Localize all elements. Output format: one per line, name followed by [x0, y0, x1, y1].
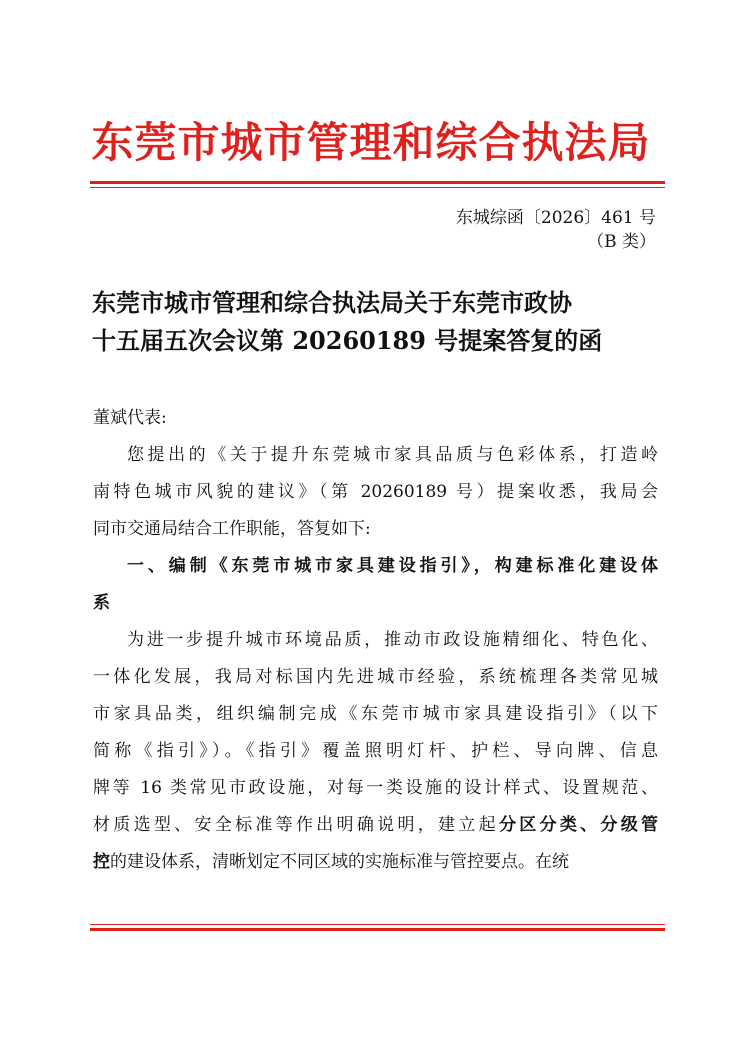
document-number: 东城综函〔2026〕461 号	[455, 208, 656, 228]
text-run: 的建设体系，清晰划定不同区域的实施标准与管控要点。在统	[110, 852, 569, 872]
document-body	[93, 400, 658, 881]
text-line-mixed	[93, 807, 658, 844]
text-line: 系	[93, 593, 110, 613]
salutation: 董斌代表:	[93, 408, 167, 428]
footer-rule-thin	[90, 924, 665, 925]
text-line: 为进一步提升城市环境品质，推动市政设施精细化、特色化、	[127, 630, 658, 650]
paragraph-intro	[93, 437, 658, 548]
masthead-rule-thick	[90, 181, 665, 184]
text-line-mixed	[93, 844, 658, 881]
masthead-title: 东莞市城市管理和综合执法局	[91, 118, 651, 167]
masthead-rule-thin	[90, 187, 665, 188]
text-line: 一体化发展，我局对标国内先进城市经验，系统梳理各类常见城	[93, 667, 658, 687]
paragraph-guidelines	[93, 622, 658, 881]
text-line: 市家具品类，组织编制完成《东莞市城市家具建设指引》（以下	[93, 704, 658, 724]
footer-rule-thick	[90, 928, 665, 931]
text-line: 同市交通局结合工作职能，答复如下:	[93, 519, 371, 539]
text-line: 一、编制《东莞市城市家具建设指引》，构建标准化建设体	[127, 556, 658, 576]
document-number-block	[456, 206, 656, 254]
text-line: 南特色城市风貌的建议》（第 20260189 号）提案收悉，我局会	[93, 482, 658, 502]
text-line: 牌等 16 类常见市政设施，对每一类设施的设计样式、设置规范、	[93, 778, 658, 798]
emphasis-text: 分区分类、分级管	[498, 815, 659, 835]
document-title	[92, 284, 672, 360]
emphasis-text: 控	[93, 852, 110, 872]
title-line: 十五届五次会议第 20260189 号提案答复的函	[92, 326, 603, 355]
text-run: 材质选型、安全标准等作出明确说明，建立起	[93, 815, 499, 835]
section-heading-1	[93, 548, 658, 622]
text-line: 您提出的《关于提升东莞城市家具品质与色彩体系，打造岭	[127, 445, 658, 465]
document-class: （B 类）	[587, 232, 656, 252]
title-line: 东莞市城市管理和综合执法局关于东莞市政协	[92, 288, 572, 317]
text-line: 简称《指引》）。《指引》覆盖照明灯杆、护栏、导向牌、信息	[93, 741, 658, 761]
